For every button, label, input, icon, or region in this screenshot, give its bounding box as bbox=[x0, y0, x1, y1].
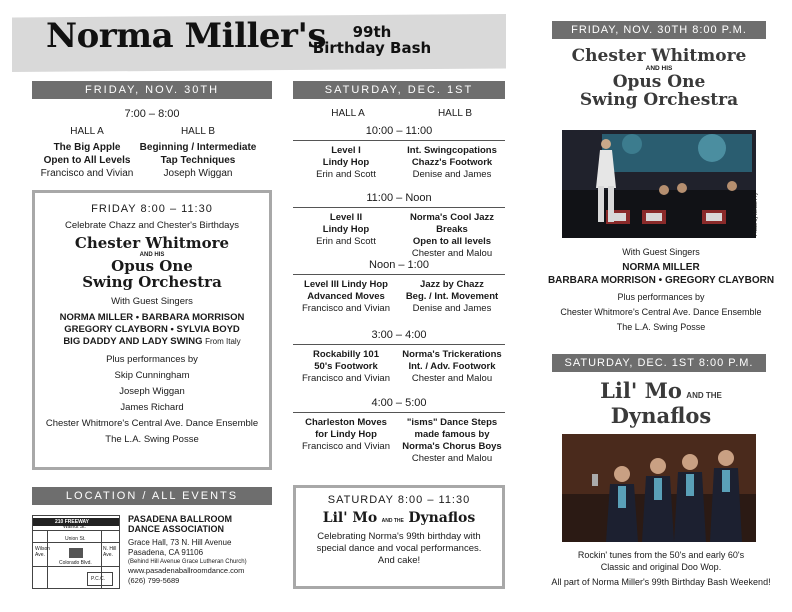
hall-b-label: HALL B bbox=[180, 126, 216, 137]
class-subtitle-2: Norma's Chorus Boys bbox=[402, 441, 502, 452]
performer: Skip Cunningham bbox=[114, 370, 190, 381]
map-union-label: Union St. bbox=[65, 536, 86, 542]
doo-wop-photo bbox=[562, 434, 756, 542]
subtitle-line-2: Birthday Bash bbox=[312, 39, 432, 57]
class-title: Charleston Moves bbox=[305, 417, 387, 428]
guest-line: NORMA MILLER bbox=[622, 262, 700, 273]
hall-b-class bbox=[399, 212, 505, 260]
friday-bar: FRIDAY, NOV. 30TH bbox=[32, 81, 272, 99]
class-title: Rockabilly 101 bbox=[312, 349, 379, 360]
band-name: Chester Whitmore bbox=[74, 234, 230, 252]
class-subtitle: made famous by bbox=[414, 429, 490, 440]
schedule-slot bbox=[293, 192, 505, 259]
class-instructors: Joseph Wiggan bbox=[163, 168, 233, 179]
hall-a-class bbox=[293, 145, 399, 181]
performer: Joseph Wiggan bbox=[119, 386, 185, 397]
slot-time: Noon – 1:00 bbox=[369, 259, 429, 271]
class-instructors: Chester and Malou bbox=[411, 453, 493, 464]
venue-city: Pasadena, CA 91106 bbox=[128, 548, 204, 557]
class-instructors: Erin and Scott bbox=[316, 169, 376, 180]
class-subtitle: Lindy Hop bbox=[322, 157, 370, 168]
hall-b-class bbox=[399, 417, 505, 465]
class-instructors: Francisco and Vivian bbox=[301, 441, 390, 452]
class-title: Norma's Trickerations bbox=[402, 349, 502, 360]
class-instructors: Francisco and Vivian bbox=[301, 303, 390, 314]
band-name-2: Opus One bbox=[612, 72, 706, 92]
hall-a-class bbox=[293, 212, 399, 260]
slot-time: 10:00 – 11:00 bbox=[365, 125, 433, 137]
band-name-2: Dynaflos bbox=[408, 510, 476, 526]
map-freeway-label: 210 FREEWAY bbox=[55, 519, 89, 525]
performers-intro: Plus performances by bbox=[106, 354, 198, 365]
class-level: Tap Techniques bbox=[160, 155, 236, 166]
saturday-box-header: SATURDAY 8:00 – 11:30 bbox=[327, 494, 471, 506]
photo-credit: Photo by Minoe Fry bbox=[753, 192, 759, 236]
saturday-schedule bbox=[293, 125, 505, 477]
location-bar: LOCATION / ALL EVENTS bbox=[32, 487, 272, 505]
band-and-the: AND THE bbox=[381, 518, 404, 524]
schedule-slot bbox=[293, 329, 505, 397]
class-instructors: Francisco and Vivian bbox=[301, 373, 390, 384]
class-title: Level III Lindy Hop bbox=[304, 279, 388, 290]
band-and-the: AND THE bbox=[686, 391, 722, 400]
saturday-evening-box bbox=[293, 485, 505, 589]
class-instructors: Denise and James bbox=[412, 303, 492, 314]
hall-b-class bbox=[399, 279, 505, 315]
class-title: Jazz by Chazz bbox=[420, 279, 484, 290]
slot-time: 11:00 – Noon bbox=[366, 192, 432, 204]
guest-line: NORMA MILLER • BARBARA MORRISON bbox=[59, 312, 245, 323]
class-level: Open to All Levels bbox=[43, 155, 131, 166]
band-name: Lil' Mo bbox=[600, 378, 682, 403]
box-description bbox=[296, 531, 502, 567]
band-name-3: Swing Orchestra bbox=[82, 273, 222, 291]
class-title: The Big Apple bbox=[53, 142, 121, 153]
map-venue-marker bbox=[69, 548, 83, 558]
location-map bbox=[32, 515, 120, 589]
map-wilson-label: Wilson Ave. bbox=[35, 546, 51, 558]
class-subtitle: Open to all levels bbox=[412, 236, 492, 247]
orchestra-photo bbox=[562, 130, 756, 238]
schedule-slot bbox=[293, 125, 505, 192]
performer: James Richard bbox=[120, 402, 184, 413]
band-name-2: Dynaflos bbox=[610, 403, 712, 428]
friday-evening-bar: FRIDAY, NOV. 30TH 8:00 P.M. bbox=[552, 21, 766, 39]
description-line: And cake! bbox=[377, 555, 421, 566]
friday-box-header: FRIDAY 8:00 – 11:30 bbox=[91, 203, 213, 215]
map-hill-label: N. Hill Ave. bbox=[103, 546, 117, 558]
venue-name-2: DANCE ASSOCIATION bbox=[128, 524, 225, 534]
class-subtitle: Beg. / Int. Movement bbox=[405, 291, 499, 302]
slot-time: 3:00 – 4:00 bbox=[371, 329, 427, 341]
band-heading bbox=[546, 47, 772, 110]
celebrate-text: Celebrate Chazz and Chester's Birthdays bbox=[65, 220, 239, 231]
caption-line: All part of Norma Miller's 99th Birthday Bash Weekend! bbox=[551, 577, 771, 587]
caption-line: Rockin' tunes from the 50's and early 60's bbox=[577, 550, 745, 560]
class-subtitle: Advanced Moves bbox=[307, 291, 385, 302]
class-title: Norma's Cool Jazz Breaks bbox=[409, 212, 495, 235]
saturday-evening-caption bbox=[546, 549, 776, 588]
map-pcc-label: P.C.C. bbox=[91, 576, 106, 582]
venue-note: (Behind Hill Avenue Grace Lutheran Church) bbox=[128, 559, 247, 565]
class-subtitle: Int. / Adv. Footwork bbox=[408, 361, 496, 372]
guests-intro: With Guest Singers bbox=[622, 247, 700, 257]
class-instructors: Chester and Malou bbox=[411, 373, 493, 384]
description-line: Celebrating Norma's 99th birthday with bbox=[317, 531, 481, 542]
hall-b-label: HALL B bbox=[437, 108, 473, 119]
saturday-evening-bar: SATURDAY, DEC. 1ST 8:00 P.M. bbox=[552, 354, 766, 372]
dynaflos-logo bbox=[546, 378, 776, 428]
guest-names: BIG DADDY AND LADY SWING bbox=[63, 336, 203, 347]
guests-intro: With Guest Singers bbox=[111, 296, 193, 307]
map-walnut-label: Walnut St. bbox=[63, 524, 86, 530]
performer: Chester Whitmore's Central Ave. Dance Ensemble bbox=[45, 418, 259, 429]
page-subtitle bbox=[312, 24, 432, 56]
class-instructors: Erin and Scott bbox=[316, 236, 376, 247]
class-title: "isms" Dance Steps bbox=[406, 417, 498, 428]
schedule-slot bbox=[293, 397, 505, 477]
venue-phone: (626) 799-5689 bbox=[128, 576, 180, 585]
hall-b-class bbox=[399, 349, 505, 385]
friday-evening-details bbox=[546, 246, 776, 335]
friday-early-time: 7:00 – 8:00 bbox=[124, 108, 180, 120]
performer: The L.A. Swing Posse bbox=[105, 434, 199, 445]
band-name: Lil' Mo bbox=[322, 510, 378, 526]
class-subtitle: Chazz's Footwork bbox=[411, 157, 493, 168]
hall-a-label: HALL A bbox=[70, 126, 104, 137]
band-and-his: AND HIS bbox=[139, 252, 165, 258]
hall-a-class bbox=[293, 417, 399, 465]
band-name: Chester Whitmore bbox=[571, 46, 747, 66]
guest-line-3 bbox=[35, 336, 269, 348]
class-instructors: Francisco and Vivian bbox=[40, 168, 134, 179]
hall-b-class bbox=[399, 145, 505, 181]
venue-address: Grace Hall, 73 N. Hill Avenue bbox=[128, 538, 232, 547]
performer: The L.A. Swing Posse bbox=[616, 322, 706, 332]
class-title: Beginning / Intermediate bbox=[139, 142, 257, 153]
class-subtitle: for Lindy Hop bbox=[315, 429, 377, 440]
venue-website[interactable]: www.pasadenaballroomdance.com bbox=[128, 566, 245, 575]
performers-list bbox=[35, 352, 269, 448]
class-instructors: Denise and James bbox=[412, 169, 492, 180]
band-and-his: AND HIS bbox=[645, 65, 673, 72]
class-subtitle: 50's Footwork bbox=[314, 361, 378, 372]
class-title: Level I bbox=[331, 145, 361, 156]
slot-time: 4:00 – 5:00 bbox=[371, 397, 427, 409]
saturday-bar: SATURDAY, DEC. 1ST bbox=[293, 81, 505, 99]
friday-hall-b-col bbox=[138, 125, 258, 180]
description-line: special dance and vocal performances. bbox=[316, 543, 482, 554]
guest-origin: From Italy bbox=[205, 337, 241, 346]
class-title: Level II bbox=[329, 212, 363, 223]
caption-line: Classic and original Doo Wop. bbox=[600, 562, 722, 572]
performer: Chester Whitmore's Central Ave. Dance Ensemble bbox=[560, 307, 762, 317]
friday-hall-a-col bbox=[32, 125, 142, 180]
class-subtitle: Lindy Hop bbox=[322, 224, 370, 235]
schedule-slot bbox=[293, 259, 505, 329]
guest-line: BARBARA MORRISON • GREGORY CLAYBORN bbox=[547, 275, 775, 286]
subtitle-line-1: 99th bbox=[352, 23, 392, 41]
venue-info bbox=[128, 514, 278, 586]
class-title: Int. Swingcopations bbox=[407, 145, 497, 156]
hall-a-class bbox=[293, 279, 399, 315]
page-title: Norma Miller's bbox=[46, 16, 326, 56]
band-name-3: Swing Orchestra bbox=[579, 90, 739, 110]
friday-evening-box bbox=[32, 190, 272, 470]
hall-a-label: HALL A bbox=[331, 108, 365, 119]
venue-name: PASADENA BALLROOM bbox=[128, 514, 232, 524]
performers-intro: Plus performances by bbox=[617, 292, 705, 302]
guest-line: GREGORY CLAYBORN • SYLVIA BOYD bbox=[64, 324, 240, 335]
hall-a-class bbox=[293, 349, 399, 385]
box-band-logo bbox=[296, 509, 502, 527]
map-colorado-label: Colorado Blvd. bbox=[59, 560, 92, 566]
band-name-2: Opus One bbox=[111, 257, 193, 275]
class-instructors: Chester and Malou bbox=[411, 248, 493, 259]
